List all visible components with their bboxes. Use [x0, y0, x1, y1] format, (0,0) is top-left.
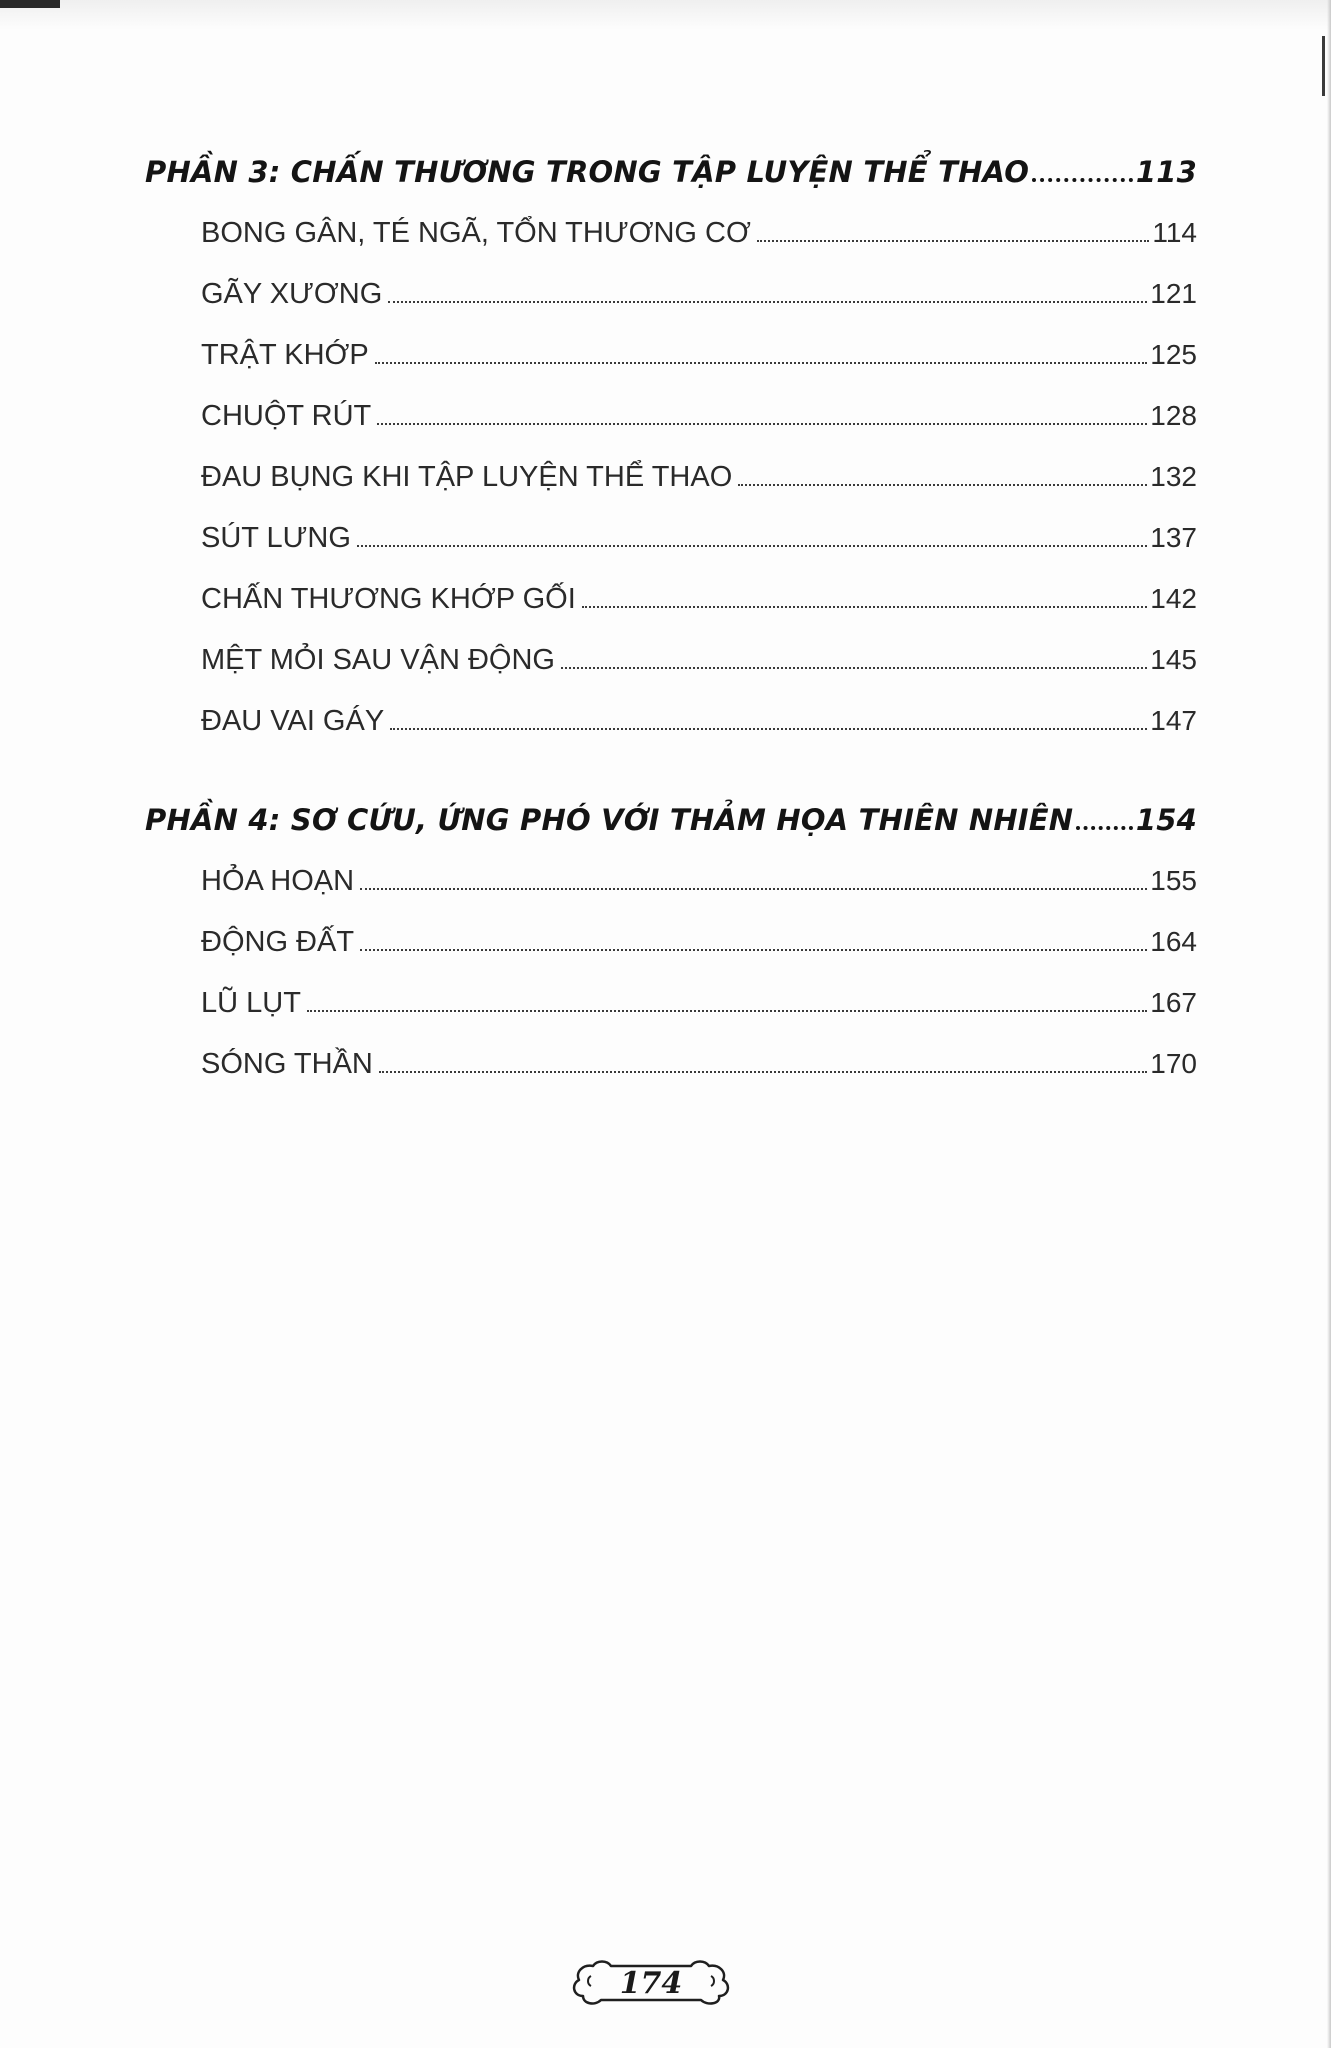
toc-entry-title: SÚT LƯNG: [201, 522, 351, 554]
toc-entry-page: 145: [1150, 644, 1197, 675]
toc-section-part-3: [145, 142, 1197, 751]
toc-entry-page: 167: [1150, 987, 1197, 1018]
part-heading-title: PHẦN 3: CHẤN THƯƠNG TRONG TẬP LUYỆN THỂ THAO: [145, 155, 1030, 189]
part-heading-page: 113: [1135, 155, 1197, 189]
dot-leader: [1076, 826, 1133, 830]
page-corner-mark: [0, 0, 60, 8]
part-heading: [145, 790, 1197, 850]
toc-entry: [201, 690, 1197, 751]
page-binding-mark: [1322, 36, 1325, 96]
toc-entry-title: ĐAU VAI GÁY: [201, 705, 385, 737]
page-right-edge: [1327, 0, 1331, 2048]
part-heading: [145, 142, 1197, 202]
toc-entry: [201, 1033, 1197, 1094]
toc-entry-title: CHUỘT RÚT: [201, 400, 372, 432]
toc-entry: [201, 972, 1197, 1033]
dot-leader: [738, 484, 1147, 486]
dot-leader: [360, 949, 1147, 951]
dot-leader: [375, 362, 1148, 364]
toc-entry: [201, 385, 1197, 446]
toc-entry-page: 170: [1150, 1048, 1197, 1079]
dot-leader: [377, 423, 1147, 425]
toc-entry-title: GÃY XƯƠNG: [201, 278, 383, 310]
toc-entry-page: 128: [1150, 400, 1197, 431]
toc-entry: [201, 263, 1197, 324]
toc-section-part-4: [145, 790, 1197, 1094]
dot-leader: [388, 301, 1147, 303]
dot-leader: [360, 888, 1147, 890]
page-number-badge: [571, 1958, 731, 2010]
toc-entry-page: 155: [1150, 865, 1197, 896]
toc-entry-title: LŨ LỤT: [201, 987, 301, 1019]
dot-leader: [1032, 178, 1133, 182]
toc-entry-page: 142: [1150, 583, 1197, 614]
dot-leader: [307, 1010, 1147, 1012]
toc-entry: [201, 850, 1197, 911]
toc-entry-page: 125: [1150, 339, 1197, 370]
toc-entry-title: TRẬT KHỚP: [201, 339, 369, 371]
toc-entry-title: MỆT MỎI SAU VẬN ĐỘNG: [201, 644, 555, 676]
toc-entry-title: HỎA HOẠN: [201, 865, 355, 897]
page-top-shadow: [0, 0, 1331, 30]
toc-entry-page: 164: [1150, 926, 1197, 957]
toc-entry-title: BONG GÂN, TÉ NGÃ, TỔN THƯƠNG CƠ: [201, 217, 751, 249]
toc-entry: [201, 568, 1197, 629]
toc-entry: [201, 202, 1197, 263]
toc-entry: [201, 507, 1197, 568]
toc-entry-title: ĐỘNG ĐẤT: [201, 926, 355, 958]
dot-leader: [582, 606, 1148, 608]
toc-entry: [201, 324, 1197, 385]
toc-entry: [201, 446, 1197, 507]
dot-leader: [561, 667, 1147, 669]
toc-entry-page: 132: [1150, 461, 1197, 492]
dot-leader: [379, 1071, 1147, 1073]
dot-leader: [357, 545, 1147, 547]
toc-entry-title: ĐAU BỤNG KHI TẬP LUYỆN THỂ THAO: [201, 461, 733, 493]
part-heading-title: PHẦN 4: SƠ CỨU, ỨNG PHÓ VỚI THẢM HỌA THIÊN NHIÊN: [145, 803, 1074, 837]
toc-entry-page: 147: [1150, 705, 1197, 736]
dot-leader: [757, 240, 1150, 242]
toc-entry-title: CHẤN THƯƠNG KHỚP GỐI: [201, 583, 576, 615]
toc-entry-title: SÓNG THẦN: [201, 1048, 373, 1080]
toc-entry: [201, 629, 1197, 690]
toc-entry: [201, 911, 1197, 972]
toc-entry-page: 121: [1150, 278, 1197, 309]
toc-entry-page: 114: [1152, 217, 1197, 248]
part-heading-page: 154: [1135, 803, 1197, 837]
page-number: 174: [619, 1966, 683, 2001]
toc-entry-page: 137: [1150, 522, 1197, 553]
dot-leader: [390, 728, 1147, 730]
